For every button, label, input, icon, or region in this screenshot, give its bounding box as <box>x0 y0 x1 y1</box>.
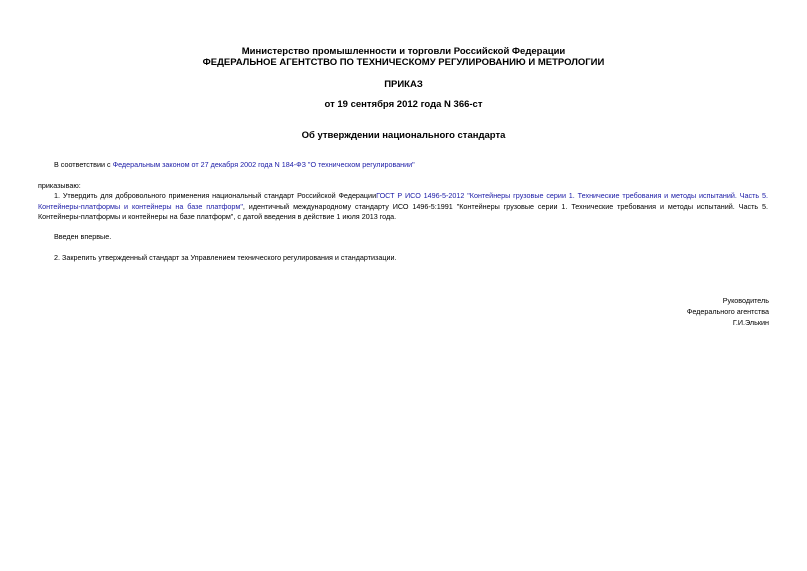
document-subject: Об утверждении национального стандарта <box>301 130 506 141</box>
ministry-name: Министерство промышленности и торговли Российской Федерации <box>241 46 566 57</box>
document-date-number: от 19 сентября 2012 года N 366-ст <box>324 99 483 110</box>
item-1-paragraph <box>38 191 768 223</box>
federal-law-link[interactable]: Федеральным законом от 27 декабря 2002 года N 184-ФЗ "О техническом регулировании" <box>112 160 415 169</box>
gost-standard-link[interactable]: ГОСТ Р ИСО 1496-5-2012 "Контейнеры грузовые серии 1. Технические требования и методы испытаний. Часть 5. Контейнеры-платформы и контейнеры на базе платформ" <box>38 191 768 211</box>
agency-name: ФЕДЕРАЛЬНОЕ АГЕНТСТВО ПО ТЕХНИЧЕСКОМУ РЕГУЛИРОВАНИЮ И МЕТРОЛОГИИ <box>202 57 605 68</box>
basis-paragraph <box>38 160 768 171</box>
basis-prefix: В соответствии с <box>54 160 113 169</box>
signatory-position: Руководитель <box>722 296 769 305</box>
document-type: ПРИКАЗ <box>384 79 423 90</box>
item-1-prefix: 1. Утвердить для добровольного применения национальный стандарт Российской Федерации <box>54 191 377 200</box>
signatory-organization: Федерального агентства <box>686 307 769 316</box>
introduced-first-note: Введен впервые. <box>54 232 112 241</box>
order-word: приказываю: <box>38 181 81 190</box>
item-1-suffix: , идентичный международному стандарту ИСО 1496-5:1991 "Контейнеры грузовые серии 1. Технические требования и методы испытаний. Часть 5. Контейнеры-платформы и контейнеры на базе платформ", с датой введения в действие 1 июля 2013 года. <box>38 201 769 221</box>
signature-block <box>687 295 769 328</box>
document-header <box>0 46 807 68</box>
item-2-paragraph: 2. Закрепить утвержденный стандарт за Управлением технического регулирования и стандартизации. <box>54 253 397 262</box>
signatory-name: Г.И.Элькин <box>732 318 769 327</box>
